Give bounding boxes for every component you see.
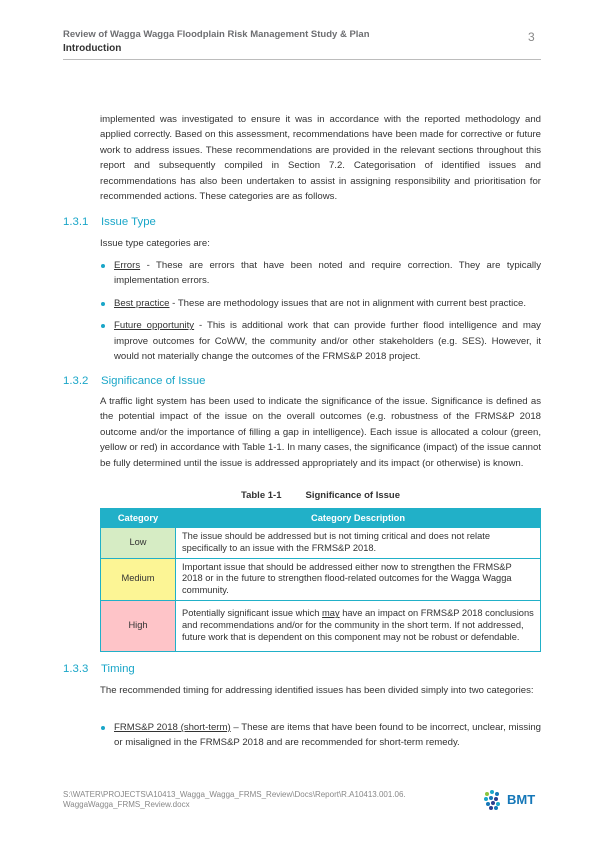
list-item [100, 258, 541, 289]
list-item-term: Errors [114, 260, 141, 271]
header-divider [63, 59, 541, 60]
bullet-icon [101, 264, 105, 268]
footer-path-line: WaggaWagga_FRMS_Review.docx [63, 800, 190, 809]
section-title: Issue Type [101, 216, 156, 228]
bullet-icon [101, 324, 105, 328]
description-cell [176, 600, 541, 651]
bullet-icon [101, 726, 105, 730]
list-item-text: - These are methodology issues that are not in alignment with current best practice. [169, 297, 527, 309]
section-number: 1.3.2 [63, 375, 89, 387]
table-header-row [101, 509, 541, 528]
footer-file-path [63, 790, 406, 810]
section-heading-timing [63, 663, 135, 675]
bullet-icon [101, 302, 105, 306]
section-title: Significance of Issue [101, 375, 206, 387]
timing-paragraph: The recommended timing for addressing identified issues has been divided simply into two categories: [100, 685, 534, 696]
section-heading-issue-type [63, 216, 156, 228]
list-item-term: Best practice [114, 297, 170, 309]
table-row [101, 558, 541, 600]
table-caption [100, 490, 541, 501]
logo-wordmark: BMT [507, 792, 536, 807]
page-number: 3 [528, 30, 535, 44]
description-text: have an impact on FRMS&P 2018 conclusions and recommendations and/or for the community in the short term. If not addressed, future work that is dependent on this component may not be robust or defendable. [182, 608, 534, 642]
table-header-description: Category Description [176, 509, 541, 528]
list-item [100, 318, 541, 364]
section-title: Timing [101, 663, 135, 675]
list-item-term: FRMS&P 2018 (short-term) [114, 722, 231, 733]
list-item-text: - This is additional work that can provide further flood intelligence and may improve outcomes for CoWW, the community and/or other stakeholders (e.g. SES). However, it would not materially change the outcomes of the FRMS&P 2018 project. [114, 320, 541, 363]
list-item [100, 296, 541, 311]
running-header-title: Review of Wagga Wagga Floodplain Risk Management Study & Plan [63, 29, 370, 40]
issue-type-list [100, 258, 541, 371]
list-item [100, 720, 541, 751]
description-emphasis: may [322, 608, 340, 619]
table-row [101, 600, 541, 651]
running-header-section: Introduction [63, 43, 122, 54]
significance-table [100, 508, 541, 652]
description-text: Potentially significant issue which [182, 608, 323, 619]
category-cell-high: High [101, 600, 176, 651]
description-cell: Important issue that should be addressed either now to strengthen the FRMS&P 2018 or in the future to strengthen flood-related outcomes for the Wagga Wagga community. [176, 558, 541, 600]
list-item-text: - These are errors that have been noted and require correction. They are typically implementation errors. [114, 260, 541, 287]
table-header-category: Category [101, 509, 176, 528]
section-heading-significance [63, 375, 205, 387]
section-number: 1.3.1 [63, 216, 89, 228]
list-item-term: Future opportunity [114, 320, 195, 332]
table-caption-title: Significance of Issue [305, 490, 400, 501]
table-row [101, 528, 541, 559]
description-cell: The issue should be addressed but is not timing critical and does not relate specifically to an issue with the FRMS&P 2018. [176, 528, 541, 559]
category-cell-medium: Medium [101, 558, 176, 600]
category-cell-low: Low [101, 528, 176, 559]
intro-paragraph: implemented was investigated to ensure it was in accordance with the reported methodology and applied correctly. Based on this assessment, recommendations have been made for corrective or future work to address issues. These recommendations are provided in the relevant sections throughout this report and subsequently compiled in Section 7.2. Categorisation of identified issues and recommendations has also been undertaken to assist in assigning responsibility and prioritisation for recommended actions. These categories are as follows. [100, 114, 541, 203]
timing-list [100, 720, 541, 758]
table-caption-label: Table 1-1 [241, 490, 282, 501]
significance-paragraph: A traffic light system has been used to indicate the significance of the issue. Significance is defined as the potential impact of the issue on the overall outcomes (e.g. robustness of the FRMS&P 2018 outcome and/or the importance of filling a gap in intelligence). Each issue is allocated a colour (green, yellow or red) in accordance with Table 1-1. In many cases, the significance (impact) of the issue cannot be fully determined until the issue is addressed appropriately and its impact (or otherwise) is known. [100, 396, 541, 469]
section-number: 1.3.3 [63, 663, 89, 675]
list-item-text: – These are items that have been found to be incorrect, unclear, missing or misaligned in the FRMS&P 2018 and are recommended for short-term remedy. [114, 722, 542, 749]
issue-type-lead: Issue type categories are: [100, 238, 210, 249]
footer-path-line: S:\WATER\PROJECTS\A10413_Wagga_Wagga_FRMS_Review\Docs\Report\R.A10413.001.06. [63, 790, 406, 799]
